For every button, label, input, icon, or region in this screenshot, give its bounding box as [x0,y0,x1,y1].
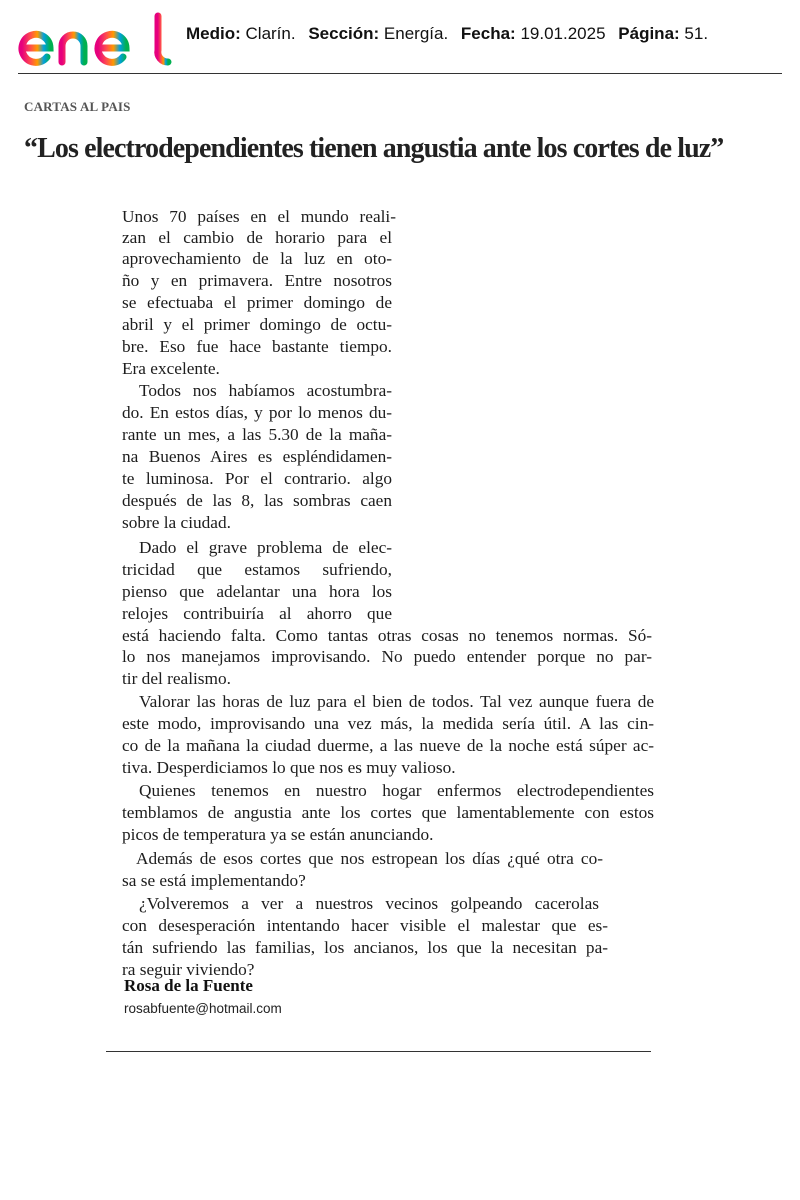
body-line: ¿Volveremos a ver a nuestros vecinos golpeando cacerolas [139,894,599,913]
author-email: rosabfuente@hotmail.com [124,1001,282,1016]
body-line: relojes contribuiría al ahorro que [122,604,392,623]
enel-logo [16,10,172,72]
publication-meta [186,24,708,44]
header-divider [18,73,782,74]
body-line: este modo, improvisando una vez más, la medida sería útil. A las cin- [122,714,654,733]
body-line: se efectuaba el primer domingo de [122,293,392,312]
body-line: sobre la ciudad. [122,513,231,532]
body-line: lo nos manejamos improvisando. No puedo entender porque no par- [122,647,652,666]
body-line: bre. Eso fue hace bastante tiempo. [122,337,392,356]
fecha-value: 19.01.2025 [520,24,606,43]
body-line: Todos nos habíamos acostumbra- [139,381,392,400]
body-line: te luminosa. Por el contrario. algo [122,469,392,488]
fecha-label: Fecha: [460,24,516,43]
body-line: abril y el primer domingo de octu- [122,315,392,334]
body-line: na Buenos Aires es espléndidamen- [122,447,392,466]
body-line: Quienes tenemos en nuestro hogar enfermos electrodependientes [139,781,654,800]
footer-divider [106,1051,651,1052]
medio-label: Medio: [186,24,241,43]
body-line: do. En estos días, y por lo menos du- [122,403,392,422]
author-name: Rosa de la Fuente [124,976,253,995]
body-line: co de la mañana la ciudad duerme, a las nueve de la noche está súper ac- [122,736,654,755]
section-label: CARTAS AL PAIS [24,99,131,114]
body-line: zan el cambio de horario para el [122,228,392,247]
body-line: tiva. Desperdiciamos lo que nos es muy valioso. [122,758,456,777]
body-line: picos de temperatura ya se están anunciando. [122,825,434,844]
headline: “Los electrodependientes tienen angustia ante los cortes de luz” [24,133,724,164]
body-line: está haciendo falta. Como tantas otras cosas no tenemos normas. Só- [122,626,652,645]
pagina-label: Página: [618,24,680,43]
body-line: tricidad que estamos sufriendo, [122,560,392,579]
body-line: Unos 70 países en el mundo reali- [122,207,396,226]
body-line: pienso que adelantar una hora los [122,582,392,601]
body-line: Era excelente. [122,359,220,378]
body-line: tán sufriendo las familias, los ancianos, los que la necesitan pa- [122,938,608,957]
body-line: ra seguir viviendo? [122,960,255,979]
body-line: sa se está implementando? [122,871,306,890]
body-line: Valorar las horas de luz para el bien de todos. Tal vez aunque fuera de [139,692,654,711]
body-line: aprovechamiento de la luz en oto- [122,249,392,268]
pagina-value: 51. [684,24,709,43]
body-line: temblamos de angustia ante los cortes que lamentablemente con estos [122,803,654,822]
body-line: tir del realismo. [122,669,231,688]
body-line: con desesperación intentando hacer visible el malestar que es- [122,916,608,935]
seccion-label: Sección: [308,24,380,43]
body-line: rante un mes, a las 5.30 de la maña- [122,425,392,444]
seccion-value: Energía. [383,24,449,43]
body-line: Además de esos cortes que nos estropean los días ¿qué otra co- [136,849,603,868]
body-line: Dado el grave problema de elec- [139,538,392,557]
body-line: después de las 8, las sombras caen [122,491,392,510]
body-line: ño y en primavera. Entre nosotros [122,271,392,290]
medio-value: Clarín. [245,24,296,43]
